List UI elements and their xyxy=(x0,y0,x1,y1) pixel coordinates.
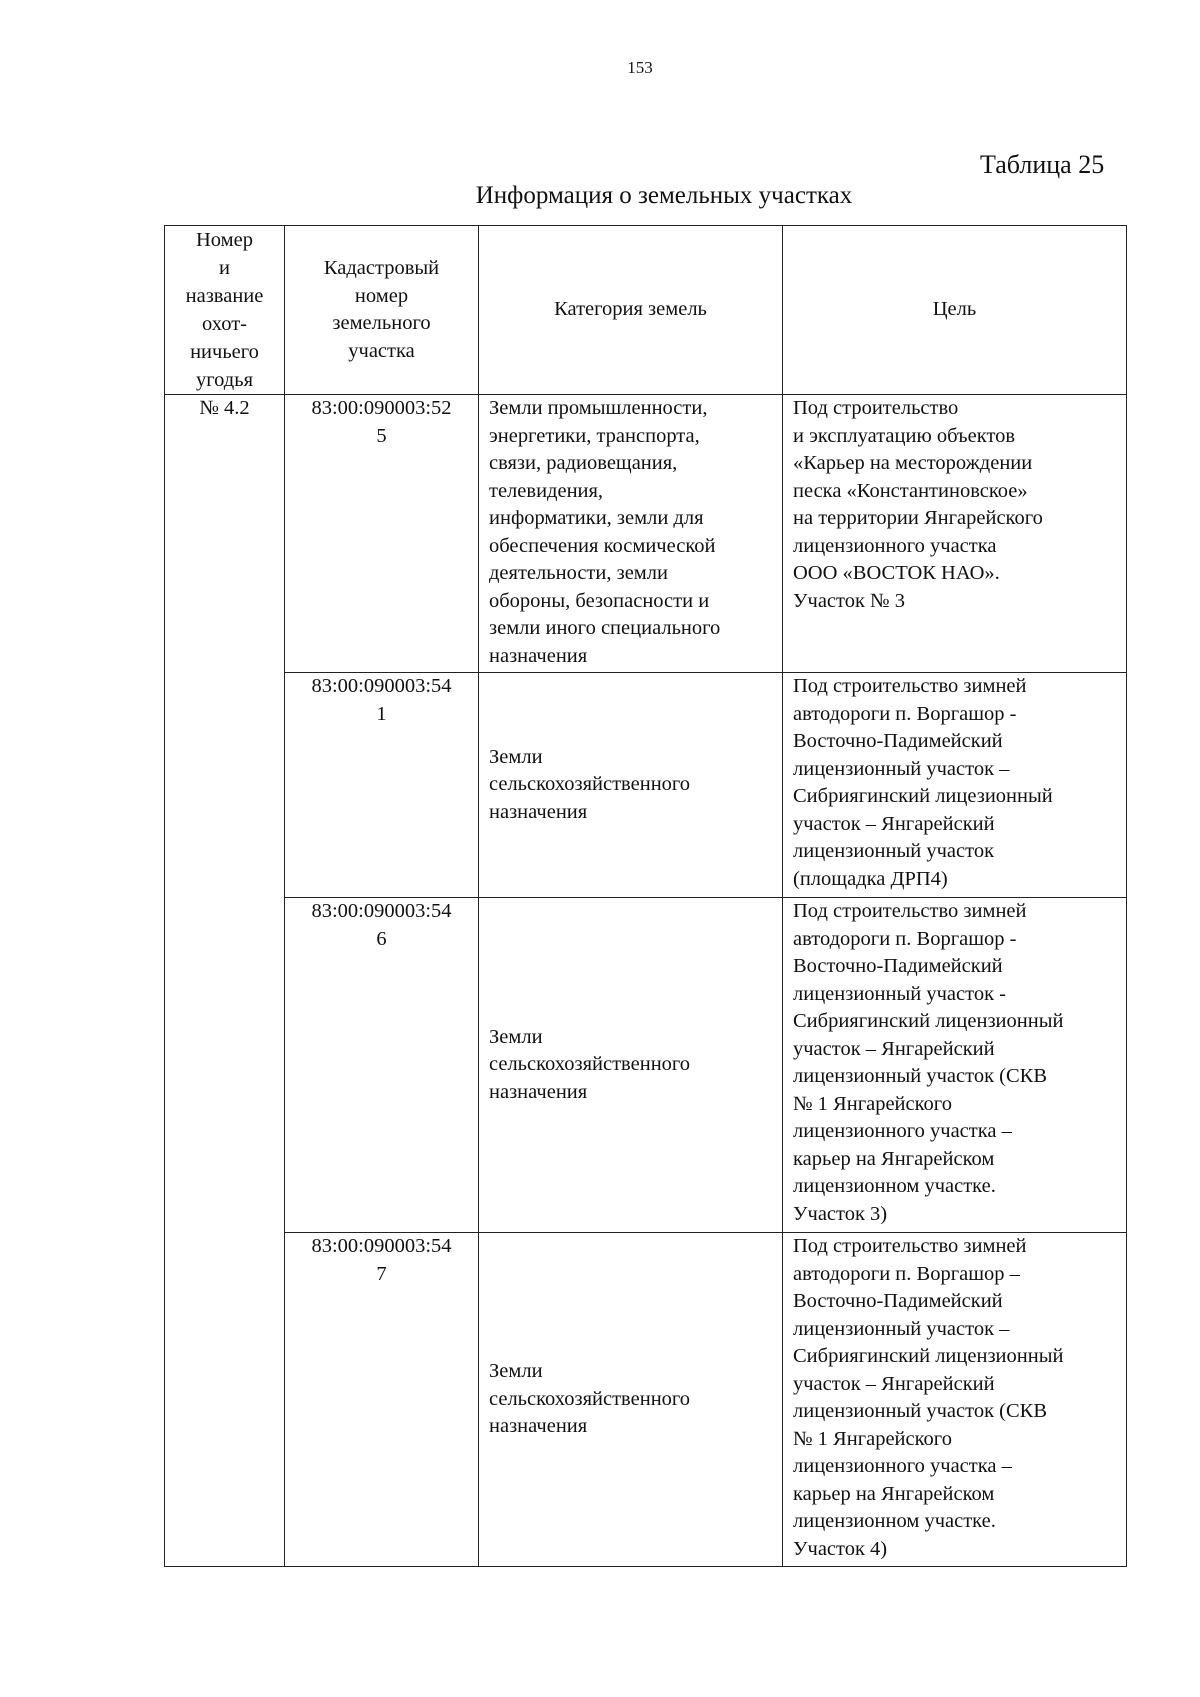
cadastral-number-cell: 83:00:090003:54 6 xyxy=(285,898,479,1233)
goal-cell: Под строительство зимней автодороги п. Воргашор – Восточно-Падимейский лицензионный участок – Сибриягинский лицензионный участок – Янгарейский лицензионный участок (СКВ № 1 Янгарейского лицензионного участка – карьер на Янгарейском лицензионном участке. Участок 4) xyxy=(783,1233,1127,1567)
header-goal: Цель xyxy=(783,226,1127,395)
land-category-cell: Земли сельскохозяйственного назначения xyxy=(479,898,783,1233)
table-title: Информация о земельных участках xyxy=(475,182,853,209)
land-plots-table xyxy=(164,225,1127,1567)
cadastral-number-cell: 83:00:090003:54 7 xyxy=(285,1233,479,1567)
header-hunting-ground-number: Номер и название охот- ничьего угодья xyxy=(165,226,285,395)
table-row xyxy=(165,395,1127,673)
table-header-row xyxy=(165,226,1127,395)
table-row xyxy=(165,898,1127,1233)
table-row xyxy=(165,673,1127,898)
land-category-cell: Земли промышленности, энергетики, транспорта, связи, радиовещания, телевидения, информатики, земли для обеспечения космической деятельности, земли обороны, безопасности и земли иного специального назначения xyxy=(479,395,783,673)
hunting-ground-number-cell: № 4.2 xyxy=(165,395,285,1567)
land-category-cell: Земли сельскохозяйственного назначения xyxy=(479,673,783,898)
header-cadastral-number: Кадастровый номер земельного участка xyxy=(285,226,479,395)
goal-cell: Под строительство зимней автодороги п. Воргашор - Восточно-Падимейский лицензионный участок – Сибриягинский лицезионный участок – Янгарейский лицензионный участок (площадка ДРП4) xyxy=(783,673,1127,898)
land-category-cell: Земли сельскохозяйственного назначения xyxy=(479,1233,783,1567)
cadastral-number-cell: 83:00:090003:52 5 xyxy=(285,395,479,673)
goal-cell: Под строительство и эксплуатацию объектов «Карьер на месторождении песка «Константиновское» на территории Янгарейского лицензионного участка ООО «ВОСТОК НАО». Участок № 3 xyxy=(783,395,1127,673)
table-label: Таблица 25 xyxy=(980,150,1105,179)
page-number: 153 xyxy=(627,58,653,77)
goal-cell: Под строительство зимней автодороги п. Воргашор - Восточно-Падимейский лицензионный участок - Сибриягинский лицензионный участок – Янгарейский лицензионный участок (СКВ № 1 Янгарейского лицензионного участка – карьер на Янгарейском лицензионном участке. Участок 3) xyxy=(783,898,1127,1233)
table-row xyxy=(165,1233,1127,1567)
cadastral-number-cell: 83:00:090003:54 1 xyxy=(285,673,479,898)
header-land-category: Категория земель xyxy=(479,226,783,395)
